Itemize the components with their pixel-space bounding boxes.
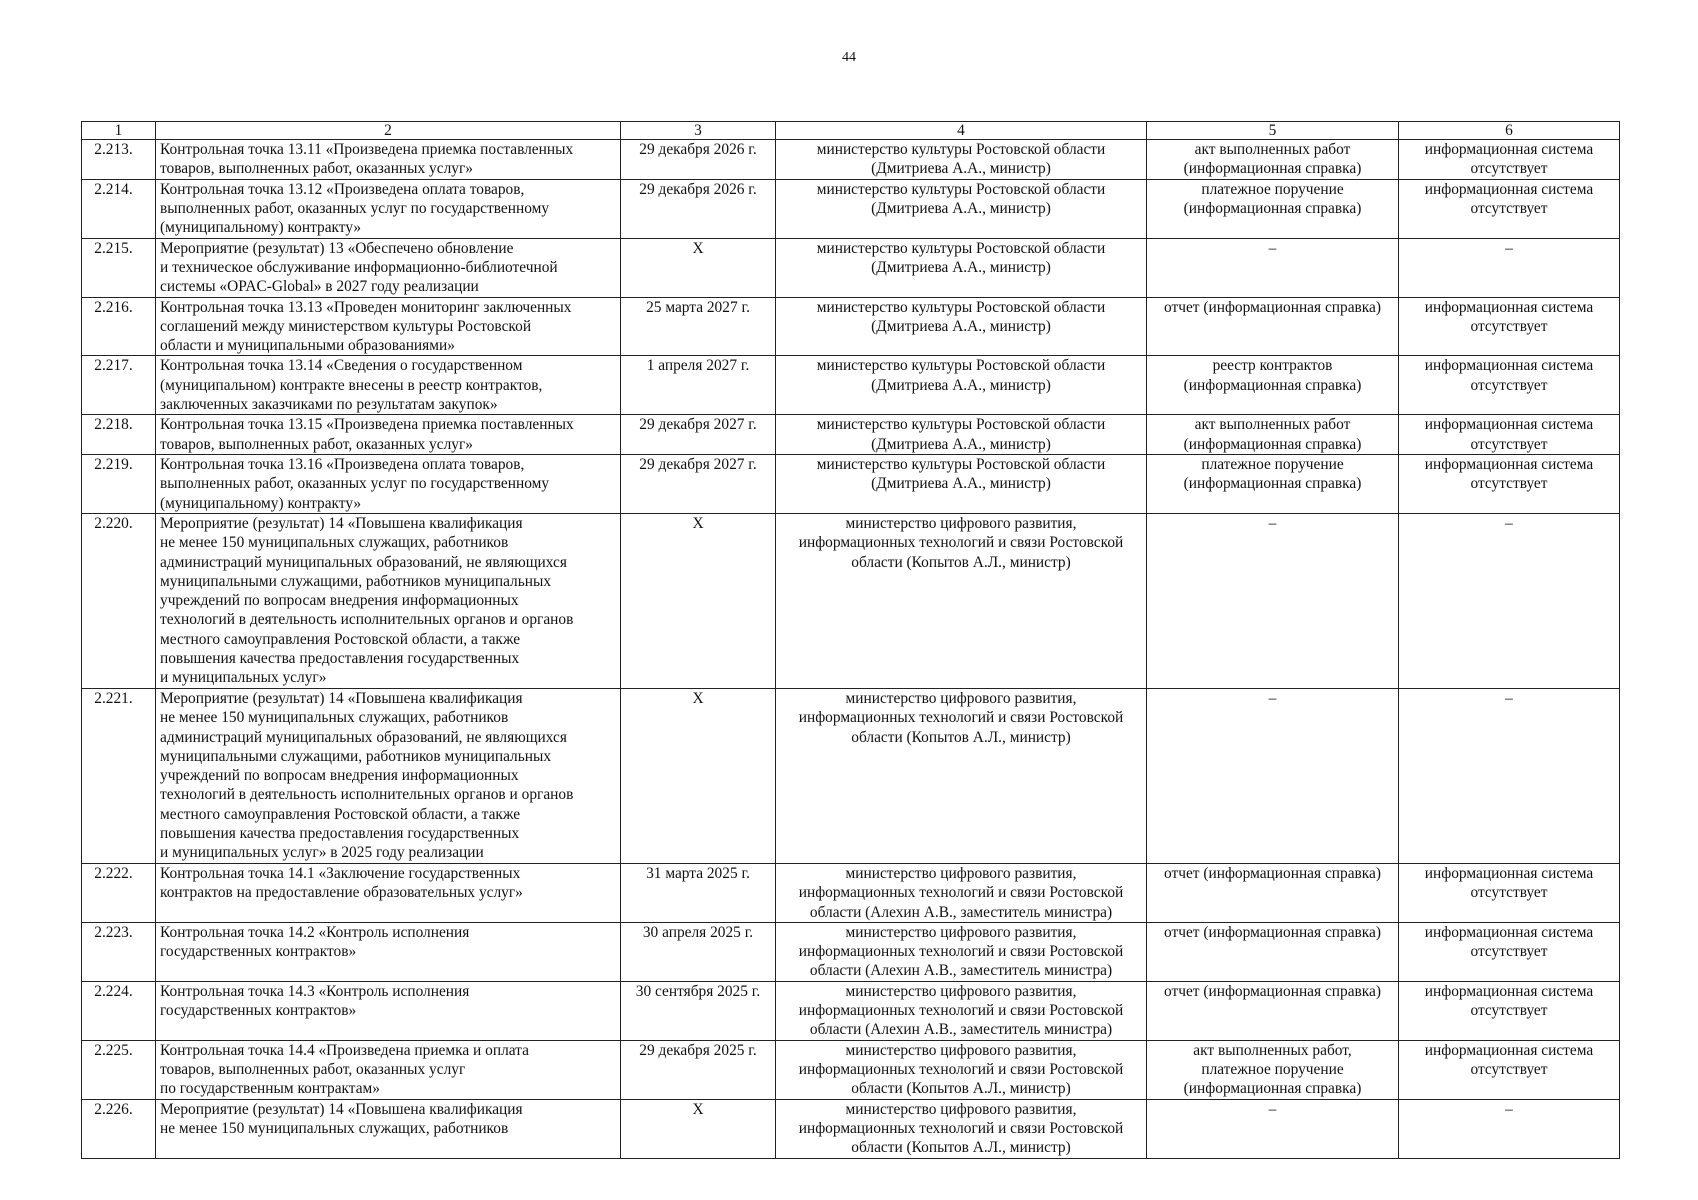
table-row xyxy=(82,1040,1620,1099)
row-responsible: министерство культуры Ростовской области (Дмитриева А.А., министр) xyxy=(776,356,1147,415)
row-document: – xyxy=(1147,1099,1399,1158)
row-date: Х xyxy=(621,1099,776,1158)
row-name: Контрольная точка 14.2 «Контроль исполнения государственных контрактов» xyxy=(156,922,621,981)
row-name: Мероприятие (результат) 14 «Повышена квалификация не менее 150 муниципальных служащих, работников администраций муниципальных образований, не являющихся муниципальными служащими, работников муниципальных учреждений по вопросам внедрения информационных технологий в деятельность исполнительных органов и органов местного самоуправления Ростовской области, а также повышения качества предоставления государственных и муниципальных услуг» xyxy=(156,513,621,688)
row-number: 2.217. xyxy=(82,356,156,415)
row-number: 2.216. xyxy=(82,297,156,356)
column-header: 1 xyxy=(82,122,156,140)
row-date: 31 марта 2025 г. xyxy=(621,863,776,922)
page-number: 44 xyxy=(842,50,856,65)
row-responsible: министерство культуры Ростовской области (Дмитриева А.А., министр) xyxy=(776,297,1147,356)
row-name: Контрольная точка 14.4 «Произведена приемка и оплата товаров, выполненных работ, оказанных услуг по государственным контрактам» xyxy=(156,1040,621,1099)
row-number: 2.220. xyxy=(82,513,156,688)
row-system: информационная система отсутствует xyxy=(1399,863,1620,922)
row-document: отчет (информационная справка) xyxy=(1147,922,1399,981)
row-name: Контрольная точка 13.11 «Произведена приемка поставленных товаров, выполненных работ, оказанных услуг» xyxy=(156,140,621,180)
row-document: акт выполненных работ, платежное поручение (информационная справка) xyxy=(1147,1040,1399,1099)
row-number: 2.214. xyxy=(82,179,156,238)
table-row xyxy=(82,1099,1620,1158)
table-row xyxy=(82,863,1620,922)
table-row xyxy=(82,922,1620,981)
row-number: 2.219. xyxy=(82,454,156,513)
table-row xyxy=(82,238,1620,297)
row-name: Мероприятие (результат) 13 «Обеспечено обновление и техническое обслуживание информационно-библиотечной системы «OPAC-Global» в 2027 году реализации xyxy=(156,238,621,297)
row-responsible: министерство цифрового развития, информационных технологий и связи Ростовской области (Алехин А.В., заместитель министра) xyxy=(776,981,1147,1040)
row-name: Мероприятие (результат) 14 «Повышена квалификация не менее 150 муниципальных служащих, работников администраций муниципальных образований, не являющихся муниципальными служащими, работников муниципальных учреждений по вопросам внедрения информационных технологий в деятельность исполнительных органов и органов местного самоуправления Ростовской области, а также повышения качества предоставления государственных и муниципальных услуг» в 2025 году реализации xyxy=(156,688,621,863)
row-document: отчет (информационная справка) xyxy=(1147,981,1399,1040)
table-row xyxy=(82,981,1620,1040)
row-responsible: министерство цифрового развития, информационных технологий и связи Ростовской области (Копытов А.Л., министр) xyxy=(776,1099,1147,1158)
row-number: 2.215. xyxy=(82,238,156,297)
row-system: информационная система отсутствует xyxy=(1399,297,1620,356)
row-system: информационная система отсутствует xyxy=(1399,140,1620,180)
row-date: 29 декабря 2027 г. xyxy=(621,415,776,455)
table-row xyxy=(82,297,1620,356)
row-document: – xyxy=(1147,238,1399,297)
column-header: 5 xyxy=(1147,122,1399,140)
row-system: информационная система отсутствует xyxy=(1399,981,1620,1040)
row-responsible: министерство цифрового развития, информационных технологий и связи Ростовской области (Алехин А.В., заместитель министра) xyxy=(776,863,1147,922)
row-name: Контрольная точка 13.14 «Сведения о государственном (муниципальном) контракте внесены в реестр контрактов, заключенных заказчиками по результатам закупок» xyxy=(156,356,621,415)
row-document: отчет (информационная справка) xyxy=(1147,297,1399,356)
table-row xyxy=(82,513,1620,688)
row-name: Контрольная точка 14.3 «Контроль исполнения государственных контрактов» xyxy=(156,981,621,1040)
row-number: 2.225. xyxy=(82,1040,156,1099)
row-system: – xyxy=(1399,238,1620,297)
row-responsible: министерство цифрового развития, информационных технологий и связи Ростовской области (Копытов А.Л., министр) xyxy=(776,513,1147,688)
row-number: 2.226. xyxy=(82,1099,156,1158)
row-name: Контрольная точка 14.1 «Заключение государственных контрактов на предоставление образовательных услуг» xyxy=(156,863,621,922)
row-date: 29 декабря 2026 г. xyxy=(621,140,776,180)
row-date: 29 декабря 2025 г. xyxy=(621,1040,776,1099)
table-row xyxy=(82,415,1620,455)
table-row xyxy=(82,688,1620,863)
row-document: платежное поручение (информационная справка) xyxy=(1147,454,1399,513)
row-date: 1 апреля 2027 г. xyxy=(621,356,776,415)
row-date: Х xyxy=(621,688,776,863)
row-number: 2.224. xyxy=(82,981,156,1040)
row-document: акт выполненных работ (информационная справка) xyxy=(1147,140,1399,180)
row-document: акт выполненных работ (информационная справка) xyxy=(1147,415,1399,455)
table-header-row xyxy=(82,122,1620,140)
row-name: Контрольная точка 13.12 «Произведена оплата товаров, выполненных работ, оказанных услуг по государственному (муниципальному) контракту» xyxy=(156,179,621,238)
row-document: – xyxy=(1147,513,1399,688)
row-responsible: министерство культуры Ростовской области (Дмитриева А.А., министр) xyxy=(776,140,1147,180)
row-system: – xyxy=(1399,513,1620,688)
row-document: реестр контрактов (информационная справка) xyxy=(1147,356,1399,415)
row-responsible: министерство цифрового развития, информационных технологий и связи Ростовской области (Копытов А.Л., министр) xyxy=(776,1040,1147,1099)
row-date: 29 декабря 2026 г. xyxy=(621,179,776,238)
row-date: 25 марта 2027 г. xyxy=(621,297,776,356)
row-document: платежное поручение (информационная справка) xyxy=(1147,179,1399,238)
row-system: – xyxy=(1399,1099,1620,1158)
row-date: 30 сентября 2025 г. xyxy=(621,981,776,1040)
row-number: 2.218. xyxy=(82,415,156,455)
column-header: 4 xyxy=(776,122,1147,140)
table-row xyxy=(82,140,1620,180)
row-responsible: министерство цифрового развития, информационных технологий и связи Ростовской области (Алехин А.В., заместитель министра) xyxy=(776,922,1147,981)
row-responsible: министерство культуры Ростовской области (Дмитриева А.А., министр) xyxy=(776,238,1147,297)
column-header: 6 xyxy=(1399,122,1620,140)
row-responsible: министерство культуры Ростовской области (Дмитриева А.А., министр) xyxy=(776,415,1147,455)
document-table xyxy=(81,121,1620,1159)
row-name: Контрольная точка 13.16 «Произведена оплата товаров, выполненных работ, оказанных услуг по государственному (муниципальному) контракту» xyxy=(156,454,621,513)
row-name: Контрольная точка 13.13 «Проведен мониторинг заключенных соглашений между министерством культуры Ростовской области и муниципальными образованиями» xyxy=(156,297,621,356)
row-number: 2.223. xyxy=(82,922,156,981)
row-system: информационная система отсутствует xyxy=(1399,1040,1620,1099)
row-responsible: министерство культуры Ростовской области (Дмитриева А.А., министр) xyxy=(776,179,1147,238)
row-number: 2.213. xyxy=(82,140,156,180)
row-system: информационная система отсутствует xyxy=(1399,922,1620,981)
row-document: – xyxy=(1147,688,1399,863)
row-date: Х xyxy=(621,238,776,297)
row-date: 30 апреля 2025 г. xyxy=(621,922,776,981)
row-system: – xyxy=(1399,688,1620,863)
table-row xyxy=(82,179,1620,238)
row-name: Мероприятие (результат) 14 «Повышена квалификация не менее 150 муниципальных служащих, работников xyxy=(156,1099,621,1158)
row-number: 2.222. xyxy=(82,863,156,922)
row-responsible: министерство цифрового развития, информационных технологий и связи Ростовской области (Копытов А.Л., министр) xyxy=(776,688,1147,863)
column-header: 2 xyxy=(156,122,621,140)
column-header: 3 xyxy=(621,122,776,140)
row-system: информационная система отсутствует xyxy=(1399,454,1620,513)
row-date: 29 декабря 2027 г. xyxy=(621,454,776,513)
row-document: отчет (информационная справка) xyxy=(1147,863,1399,922)
table-row xyxy=(82,454,1620,513)
row-name: Контрольная точка 13.15 «Произведена приемка поставленных товаров, выполненных работ, оказанных услуг» xyxy=(156,415,621,455)
row-date: Х xyxy=(621,513,776,688)
row-responsible: министерство культуры Ростовской области (Дмитриева А.А., министр) xyxy=(776,454,1147,513)
row-number: 2.221. xyxy=(82,688,156,863)
row-system: информационная система отсутствует xyxy=(1399,356,1620,415)
table-row xyxy=(82,356,1620,415)
row-system: информационная система отсутствует xyxy=(1399,179,1620,238)
row-system: информационная система отсутствует xyxy=(1399,415,1620,455)
